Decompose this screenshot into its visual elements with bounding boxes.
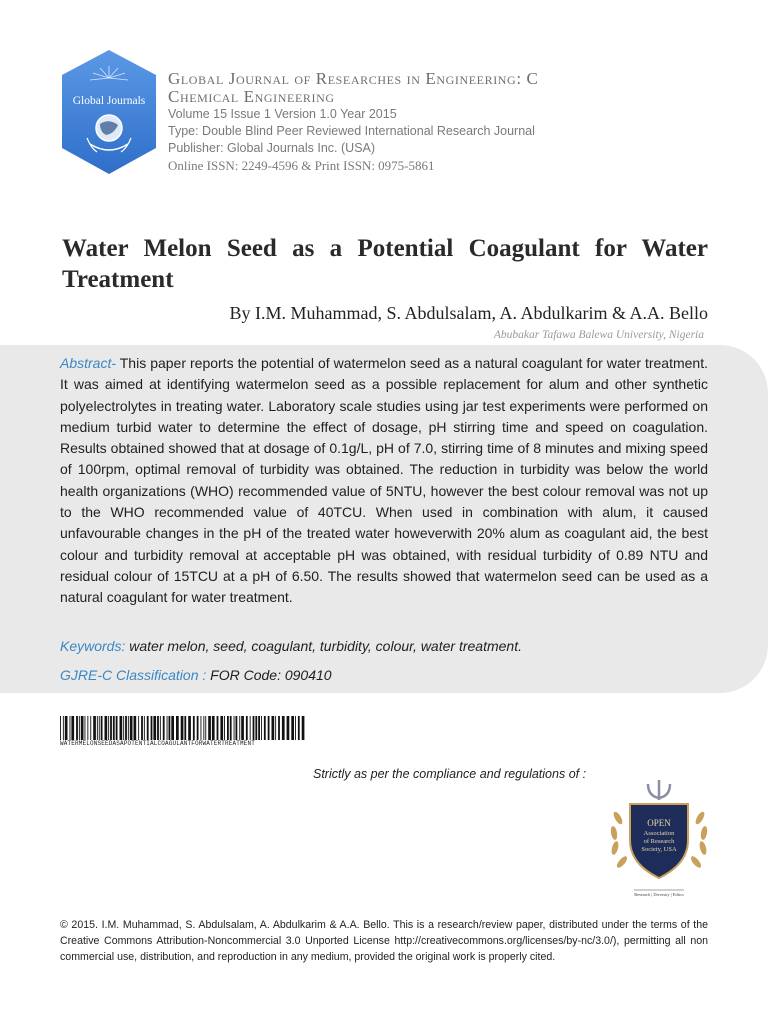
barcode-bar bbox=[295, 716, 296, 740]
journal-publisher: Publisher: Global Journals Inc. (USA) bbox=[168, 141, 376, 155]
barcode-bar bbox=[134, 716, 137, 740]
barcode-bar bbox=[268, 716, 270, 740]
barcode-bar bbox=[105, 716, 108, 740]
keywords-value: water melon, seed, coagulant, turbidity, colour, water treatment. bbox=[125, 638, 522, 654]
barcode-text: WATERMELONSEEDASAPOTENTIALCOAGULANTFORWATERTREATMENT bbox=[60, 740, 256, 747]
keywords-label: Keywords: bbox=[60, 638, 126, 654]
barcode-bar bbox=[167, 716, 168, 740]
barcode-bar bbox=[130, 716, 133, 740]
barcode-bar bbox=[113, 716, 115, 740]
license-footer: © 2015. I.M. Muhammad, S. Abdulsalam, A. Abdulkarim & A.A. Bello. This is a research/review paper, distributed under the terms of the Creative Commons Attribution-Noncommercial 3.0 Unported License http://creativecommons.org/licenses/by-nc/3.0/), permitting all non commercial use, distribution, and reproduction in any medium, provided the original work is properly cited. bbox=[60, 919, 708, 963]
barcode-bar bbox=[241, 716, 244, 740]
barcode-bar bbox=[275, 716, 276, 740]
barcode-bar bbox=[85, 716, 86, 740]
barcode-bar bbox=[101, 716, 103, 740]
barcode-bar bbox=[197, 716, 199, 740]
compliance-note: Strictly as per the compliance and regulations of : bbox=[313, 767, 587, 781]
classification-value: FOR Code: 090410 bbox=[206, 667, 332, 683]
barcode-bar bbox=[298, 716, 300, 740]
barcode-bar bbox=[160, 716, 161, 740]
barcode-bar bbox=[76, 716, 78, 740]
barcode-bar bbox=[250, 716, 251, 740]
logo-label: Global Journals bbox=[72, 95, 146, 107]
classification-label: GJRE-C Classification : bbox=[60, 667, 207, 683]
barcode-bar bbox=[128, 716, 129, 740]
barcode-bar bbox=[157, 716, 159, 740]
barcode-bar bbox=[203, 716, 204, 740]
barcode-bar bbox=[60, 716, 61, 740]
barcode-bar bbox=[147, 716, 149, 740]
barcode bbox=[60, 716, 308, 740]
barcode-bar bbox=[171, 716, 174, 740]
journal-title: Global Journal of Researches in Engineering: C bbox=[168, 69, 539, 88]
barcode-bar bbox=[108, 716, 109, 740]
barcode-bar bbox=[272, 716, 275, 740]
barcode-bar bbox=[90, 716, 91, 740]
affiliation: Abubakar Tafawa Balewa University, Nigeria bbox=[493, 329, 704, 341]
barcode-bar bbox=[282, 716, 285, 740]
journal-volume: Volume 15 Issue 1 Version 1.0 Year 2015 bbox=[168, 107, 397, 121]
barcode-bar bbox=[63, 716, 64, 740]
global-journals-logo bbox=[60, 48, 158, 176]
barcode-bar bbox=[205, 716, 206, 740]
barcode-bar bbox=[302, 716, 305, 740]
barcode-bar bbox=[138, 716, 139, 740]
barcode-bar bbox=[217, 716, 219, 740]
barcode-bar bbox=[110, 716, 112, 740]
journal-issn: Online ISSN: 2249-4596 & Print ISSN: 0975-5861 bbox=[168, 158, 435, 173]
barcode-bar bbox=[93, 716, 96, 740]
seal-line2: Association bbox=[643, 830, 675, 837]
barcode-bar bbox=[123, 716, 124, 740]
barcode-bar bbox=[79, 716, 80, 740]
barcode-bar bbox=[163, 716, 165, 740]
barcode-bar bbox=[230, 716, 232, 740]
journal-subtitle: Chemical Engineering bbox=[168, 87, 335, 106]
authors: By I.M. Muhammad, S. Abdulsalam, A. Abdulkarim & A.A. Bello bbox=[229, 303, 708, 323]
barcode-bar bbox=[176, 716, 179, 740]
abstract bbox=[60, 353, 708, 609]
barcode-bar bbox=[153, 716, 156, 740]
barcode-bar bbox=[220, 716, 223, 740]
barcode-bar bbox=[141, 716, 143, 740]
barcode-bar bbox=[120, 716, 123, 740]
barcode-bar bbox=[70, 716, 71, 740]
barcode-bar bbox=[97, 716, 98, 740]
abstract-label: Abstract- bbox=[60, 355, 117, 371]
seal-tagline: Research | Diversity | Ethics bbox=[634, 892, 684, 897]
barcode-bar bbox=[234, 716, 235, 740]
barcode-bar bbox=[144, 716, 145, 740]
journal-header bbox=[168, 70, 728, 174]
paper-title: Water Melon Seed as a Potential Coagulant for Water Treatment bbox=[62, 235, 708, 293]
barcode-bar bbox=[278, 716, 280, 740]
abstract-text: This paper reports the potential of watermelon seed as a natural coagulant for water treatment. It was aimed at identifying watermelon seed as a possible replacement for alum and other synthetic polyelectrolytes in treating water. Laboratory scale studies using jar test experiments were performed on medium turbid water to determine the effect of dosage, pH stirring time and speed on coagulation. Results obtained showed that at dosage of 0.1g/L, pH of 7.0, stirring time of 8 minutes and mixing speed of 100rpm, optimal removal of turbidity was obtained. The reduction in turbidity was below the world health organizations (WHO) recommended value of 5NTU, however the best colour removal was not up to the WHO recommended value of 40TCU. When used in combination with alum, it caused unfavourable changes in the pH of the treated water howeverwith 20% alum as coagulant aid, the best colour and turbidity removal at acceptable pH was obtained, with residual turbidity of 0.89 NTU and residual colour of 15TCU at a pH of 6.50. The results showed that watermelon seed can be used as a natural coagulant for water treatment. bbox=[60, 355, 708, 606]
barcode-bar bbox=[258, 716, 260, 740]
barcode-bar bbox=[188, 716, 191, 740]
barcode-bar bbox=[151, 716, 153, 740]
barcode-bar bbox=[184, 716, 186, 740]
barcode-bar bbox=[169, 716, 171, 740]
barcode-bar bbox=[87, 716, 88, 740]
barcode-bar bbox=[99, 716, 100, 740]
open-association-seal bbox=[604, 778, 714, 900]
seal-line3: of Research bbox=[643, 838, 675, 845]
barcode-bar bbox=[287, 716, 290, 740]
barcode-bar bbox=[246, 716, 248, 740]
barcode-bar bbox=[264, 716, 266, 740]
barcode-bar bbox=[116, 716, 118, 740]
barcode-bar bbox=[81, 716, 84, 740]
seal-line1: OPEN bbox=[647, 818, 671, 828]
classification bbox=[60, 667, 332, 683]
barcode-bar bbox=[224, 716, 225, 740]
barcode-bar bbox=[255, 716, 257, 740]
barcode-bar bbox=[212, 716, 215, 740]
barcode-bar bbox=[261, 716, 262, 740]
barcode-bar bbox=[291, 716, 294, 740]
barcode-bar bbox=[227, 716, 229, 740]
barcode-bar bbox=[208, 716, 211, 740]
barcode-bar bbox=[236, 716, 238, 740]
journal-type: Type: Double Blind Peer Reviewed International Research Journal bbox=[168, 124, 535, 138]
barcode-bar bbox=[253, 716, 255, 740]
keywords bbox=[60, 638, 522, 654]
barcode-bar bbox=[193, 716, 195, 740]
barcode-bar bbox=[125, 716, 127, 740]
barcode-bar bbox=[181, 716, 184, 740]
barcode-bar bbox=[239, 716, 240, 740]
barcode-bar bbox=[201, 716, 202, 740]
seal-line4: Society, USA bbox=[641, 846, 677, 853]
barcode-bar bbox=[65, 716, 68, 740]
barcode-bar bbox=[71, 716, 74, 740]
